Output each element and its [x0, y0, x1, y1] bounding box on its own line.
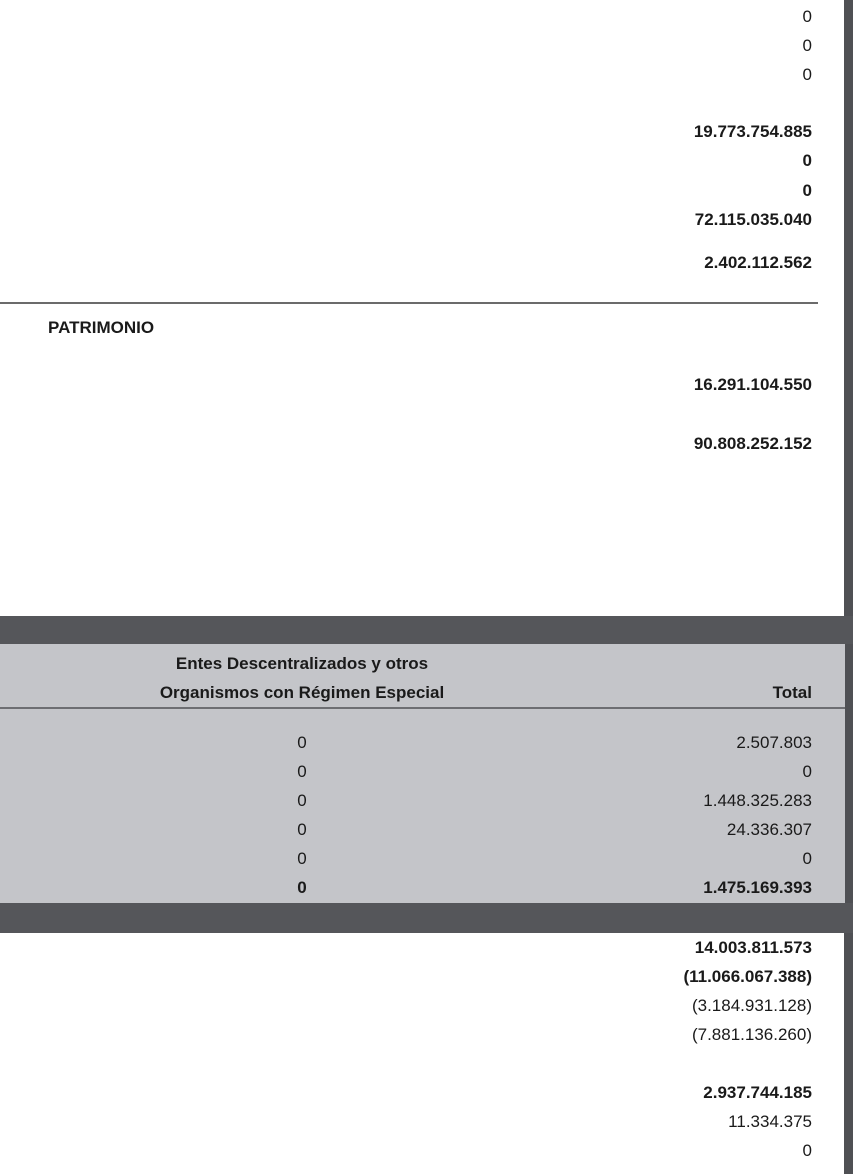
table-cell-entes: 0 — [297, 733, 307, 752]
value-cell-bold: 0 — [802, 151, 812, 170]
value-cell: (7.881.136.260) — [691, 1025, 812, 1044]
value-cell: 11.334.375 — [728, 1112, 812, 1131]
value-cell-bold: 2.937.744.185 — [703, 1083, 812, 1102]
patrimonio-value: 16.291.104.550 — [693, 375, 812, 394]
table-cell-entes: 0 — [297, 849, 307, 868]
table-cell-entes: 0 — [297, 820, 307, 839]
column-header-entes: Entes Descentralizados y otros Organismos con Régimen Especial — [159, 654, 445, 702]
section-divider — [0, 302, 818, 304]
value-cell-bold: 14.003.811.573 — [694, 938, 812, 957]
value-cell: (3.184.931.128) — [691, 996, 812, 1015]
column-header-total: Total — [772, 683, 812, 702]
patrimonio-value: 90.808.252.152 — [693, 434, 812, 453]
table-cell-total: 1.448.325.283 — [703, 791, 812, 810]
value-cell-bold: 72.115.035.040 — [694, 210, 812, 229]
right-page-border — [844, 0, 853, 1174]
section-label-patrimonio: PATRIMONIO — [48, 318, 155, 337]
table-total-value: 1.475.169.393 — [703, 878, 812, 897]
value-cell-bold: (11.066.067.388) — [683, 967, 812, 986]
value-cell-bold: 19.773.754.885 — [693, 122, 812, 141]
table-total-entes: 0 — [297, 878, 307, 897]
value-cell: 0 — [802, 7, 812, 26]
value-cell: 0 — [802, 1141, 812, 1160]
table-cell-total: 2.507.803 — [736, 733, 812, 752]
header-rule — [0, 707, 845, 709]
table-cell-entes: 0 — [297, 791, 307, 810]
table-cell-entes: 0 — [297, 762, 307, 781]
value-cell: 0 — [802, 36, 812, 55]
table-bottom-band — [0, 903, 853, 933]
table-cell-total: 0 — [802, 762, 812, 781]
table-top-band — [0, 616, 853, 644]
value-cell-bold: 0 — [802, 181, 812, 200]
table-cell-total: 0 — [802, 849, 812, 868]
value-cell-bold: 2.402.112.562 — [704, 253, 812, 272]
value-cell: 0 — [802, 65, 812, 84]
table-cell-total: 24.336.307 — [726, 820, 812, 839]
